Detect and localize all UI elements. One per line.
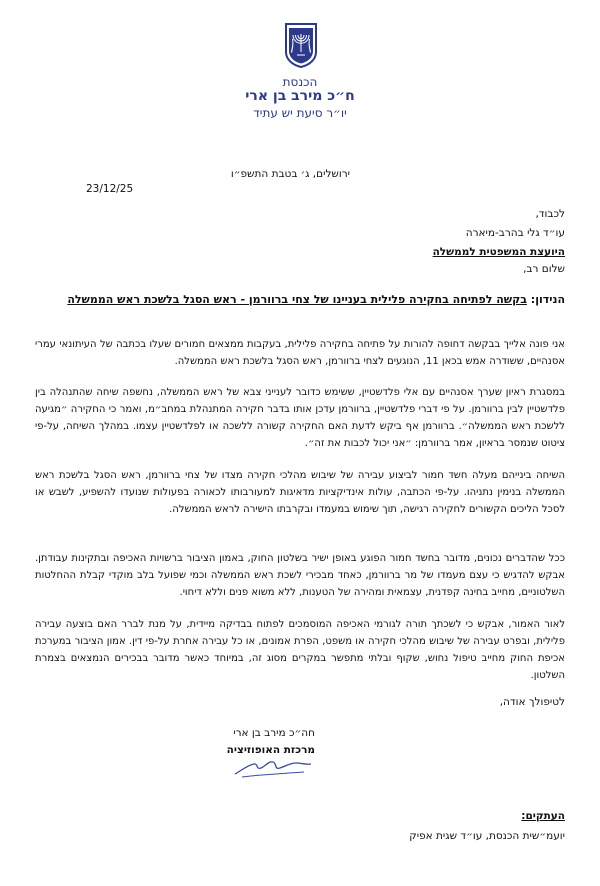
- handwritten-signature: [232, 756, 314, 782]
- date-block: [80, 167, 350, 197]
- subject-label: הנידון:: [530, 293, 565, 306]
- greeting: שלום רב,: [523, 263, 565, 275]
- body-paragraph-4: ככל שהדברים נכונים, מדובר בחשד חמור הפוגע באופן ישיר בשלטון החוק, באמון הציבור ברשויות האכיפה ובתקינות עבודתן. אבקש להדגיש כי עצם מעמדו של מר ברוורמן, כאחד מבכירי לשכת ראש הממשלה וכמי שפועל בלב מוקדי קבלת ההחלטות השלטוניים, מחייב בחינה קפדנית, עצמאית ומהירה של הטענות, ללא משוא פנים וללא דיחוי.: [35, 553, 565, 598]
- body-paragraph-3: השיחה בינייהם מעלה חשד חמור לביצוע עבירה של שיבוש מהלכי חקירה מצדו של צחי ברוורמן, ראש הסגל בלשכת ראש הממשלה בנימין נתניהו. על-פי הכתבה, עולות אינדיקציות מדאיגות למעורבותו לכאורה בפעולות שנועדו להשפיע, לשבש או לסכל הליכים הקשורים לחקירה רגישה, תוך שימוש במעמדו ובקרבתו הישירה לראש הממשלה.: [35, 470, 565, 515]
- body-paragraph-1: אני פונה אלייך בבקשה דחופה להורות על פתיחה בחקירה פלילית, בעקבות ממצאים חמורים שעלו בכתבה של העיתונאי עמרי אסנהיים, ששודרה אמש בכאן 11, הנוגעים לצחי ברוורמן, ראש הסגל בלשכת ראש הממשלה.: [35, 339, 565, 367]
- cc-block: [409, 806, 565, 846]
- date-hebrew: ירושלים, ג׳ בטבת התשפ״ו: [230, 168, 350, 180]
- letterhead-faction-role: יו״ר סיעת יש עתיד: [253, 106, 347, 120]
- subject-line: [40, 292, 565, 307]
- body-paragraph-5: לאור האמור, אבקש כי לשכתך תורה לגורמי האכיפה המוסמכים לפתוח בבדיקה מיידית, על מנת לברר האם בוצעה עבירה פלילית, ובפרט עבירה של שיבוש מהלכי חקירה או משפט, הפרת אמונים, או כל עבירה אחרת על-פי דין. אמון הציבור במערכת אכיפת החוק מחייב טיפול נחוש, שקוף ובלתי מתפשר במקרים מסוג זה, במיוחד כאשר מדובר בבכירים הנמצאים בצמרת השלטון.: [35, 619, 565, 681]
- letterhead-knesset: הכנסת: [282, 75, 318, 89]
- recipient-to: לכבוד,: [535, 208, 565, 220]
- recipient-block: [165, 205, 565, 262]
- signature-role: מרכזת האופוזיציה: [226, 744, 315, 756]
- signature-name: חה״כ מירב בן ארי: [233, 727, 315, 739]
- cc-title: העתקים:: [521, 810, 565, 822]
- recipient-title: היועצת המשפטית לממשלה: [432, 246, 565, 258]
- recipient-name: עו״ד גלי בהרב-מיארה: [465, 227, 565, 239]
- letterhead-mk-name: ח״כ מירב בן ארי: [245, 88, 355, 104]
- menorah-emblem-icon: [283, 22, 319, 68]
- date-gregorian: 23/12/25: [86, 183, 134, 195]
- signature-block: [227, 725, 315, 759]
- body-paragraph-2: במסגרת ראיון שערך אסנהיים עם אלי פלדשטיין, ששימש כדובר לענייני צבא של ראש הממשלה, נחשפה שיחה שהתנהלה בין פלדשטיין לבין ברוורמן. על פי דברי פלדשטיין, ברוורמן עדכן אותו בדבר חקירה המתנהלת במחב״מ, ואמר כי החקירה ״מגיעה ללשכת ראש הממשלה״. ברוורמן אף ביקש לדעת האם החקירה קשורה ללשכה או לפלדשטיין עצמו. במהלך השיחה, על-פי ציטוט שנמסר בראיון, אמר ברוורמן: ״אני יכול לכבות את זה״.: [35, 387, 565, 449]
- cc-entries: יועמ״שית הכנסת, עו״ד שגית אפיק: [409, 830, 565, 842]
- subject-text: בקשה לפתיחה בחקירה פלילית בעניינו של צחי ברוורמן - ראש הסגל בלשכת ראש הממשלה: [67, 293, 527, 306]
- closing: לטיפולך אודה,: [499, 696, 565, 708]
